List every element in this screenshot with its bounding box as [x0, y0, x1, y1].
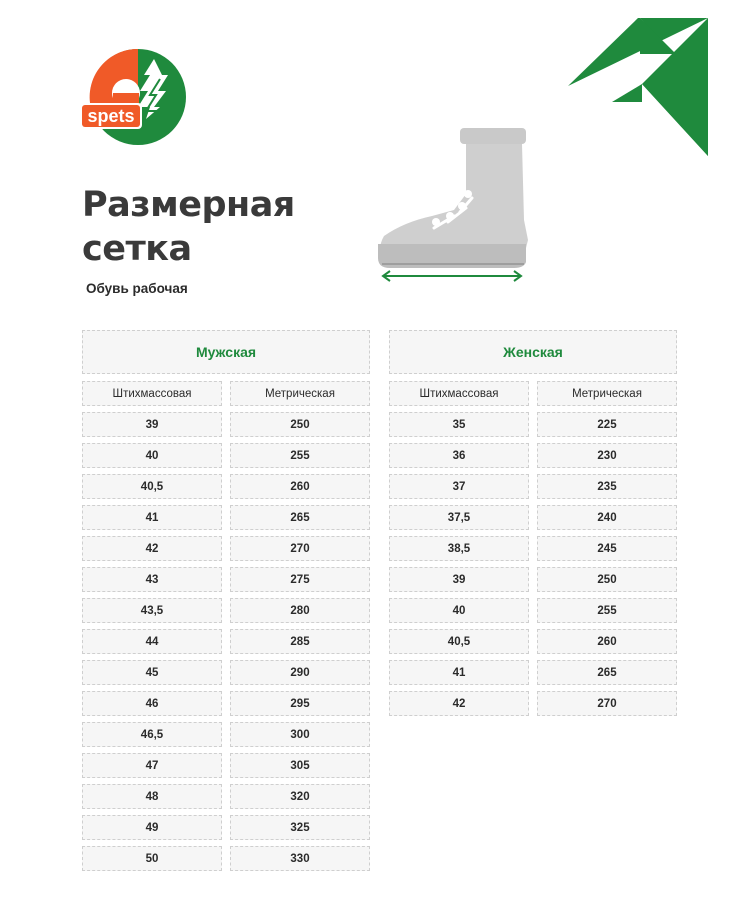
table-row	[389, 505, 677, 530]
size-metric-cell: 255	[537, 598, 677, 623]
women-column-headers	[389, 381, 677, 406]
size-metric-cell: 270	[537, 691, 677, 716]
boot-icon	[374, 124, 530, 284]
women-size-table	[389, 330, 677, 716]
size-shtikh-cell: 40,5	[389, 629, 529, 654]
size-shtikh-cell: 43	[82, 567, 222, 592]
table-row	[389, 598, 677, 623]
table-row	[82, 443, 370, 468]
table-row	[82, 691, 370, 716]
table-row	[82, 536, 370, 561]
page-title	[82, 183, 295, 271]
men-column-headers	[82, 381, 370, 406]
size-shtikh-cell: 43,5	[82, 598, 222, 623]
size-metric-cell: 230	[537, 443, 677, 468]
women-col-shtikh: Штихмассовая	[389, 381, 529, 406]
size-metric-cell: 245	[537, 536, 677, 561]
size-metric-cell: 265	[230, 505, 370, 530]
size-metric-cell: 250	[537, 567, 677, 592]
title-line-2: сетка	[82, 229, 192, 269]
size-metric-cell: 235	[537, 474, 677, 499]
size-shtikh-cell: 36	[389, 443, 529, 468]
size-metric-cell: 280	[230, 598, 370, 623]
size-metric-cell: 300	[230, 722, 370, 747]
size-shtikh-cell: 41	[389, 660, 529, 685]
size-shtikh-cell: 38,5	[389, 536, 529, 561]
size-shtikh-cell: 47	[82, 753, 222, 778]
men-size-table	[82, 330, 370, 871]
table-row	[82, 567, 370, 592]
table-row	[389, 536, 677, 561]
size-metric-cell: 285	[230, 629, 370, 654]
men-heading: Мужская	[82, 330, 370, 374]
size-metric-cell: 255	[230, 443, 370, 468]
size-shtikh-cell: 45	[82, 660, 222, 685]
size-metric-cell: 330	[230, 846, 370, 871]
size-metric-cell: 260	[537, 629, 677, 654]
women-rows	[389, 412, 677, 716]
table-row	[389, 412, 677, 437]
size-shtikh-cell: 41	[82, 505, 222, 530]
size-metric-cell: 290	[230, 660, 370, 685]
size-shtikh-cell: 37	[389, 474, 529, 499]
corner-triangles-decoration	[568, 14, 710, 156]
size-shtikh-cell: 39	[389, 567, 529, 592]
size-shtikh-cell: 49	[82, 815, 222, 840]
size-shtikh-cell: 50	[82, 846, 222, 871]
size-metric-cell: 275	[230, 567, 370, 592]
table-row	[389, 474, 677, 499]
table-row	[82, 474, 370, 499]
table-row	[82, 598, 370, 623]
logo-text: spets	[87, 106, 135, 126]
table-row	[82, 846, 370, 871]
table-row	[389, 660, 677, 685]
table-row	[82, 815, 370, 840]
men-col-shtikh: Штихмассовая	[82, 381, 222, 406]
double-arrow-icon	[383, 271, 521, 281]
table-row	[389, 691, 677, 716]
size-shtikh-cell: 48	[82, 784, 222, 809]
size-metric-cell: 295	[230, 691, 370, 716]
size-metric-cell: 260	[230, 474, 370, 499]
table-row	[389, 629, 677, 654]
size-metric-cell: 305	[230, 753, 370, 778]
size-shtikh-cell: 46	[82, 691, 222, 716]
size-shtikh-cell: 39	[82, 412, 222, 437]
table-row	[82, 722, 370, 747]
size-shtikh-cell: 46,5	[82, 722, 222, 747]
title-line-1: Размерная	[82, 185, 295, 225]
size-metric-cell: 250	[230, 412, 370, 437]
table-row	[82, 660, 370, 685]
women-heading: Женская	[389, 330, 677, 374]
size-metric-cell: 225	[537, 412, 677, 437]
women-col-metric: Метрическая	[537, 381, 677, 406]
size-shtikh-cell: 40,5	[82, 474, 222, 499]
size-shtikh-cell: 42	[82, 536, 222, 561]
size-metric-cell: 240	[537, 505, 677, 530]
men-col-metric: Метрическая	[230, 381, 370, 406]
table-row	[389, 567, 677, 592]
size-shtikh-cell: 40	[389, 598, 529, 623]
size-metric-cell: 320	[230, 784, 370, 809]
size-metric-cell: 325	[230, 815, 370, 840]
size-shtikh-cell: 37,5	[389, 505, 529, 530]
size-metric-cell: 270	[230, 536, 370, 561]
table-row	[82, 629, 370, 654]
size-shtikh-cell: 35	[389, 412, 529, 437]
page-subtitle: Обувь рабочая	[86, 281, 188, 296]
table-row	[389, 443, 677, 468]
size-shtikh-cell: 44	[82, 629, 222, 654]
men-rows	[82, 412, 370, 871]
table-row	[82, 412, 370, 437]
size-shtikh-cell: 42	[389, 691, 529, 716]
table-row	[82, 784, 370, 809]
spets-logo	[80, 45, 196, 149]
table-row	[82, 505, 370, 530]
size-shtikh-cell: 40	[82, 443, 222, 468]
table-row	[82, 753, 370, 778]
size-metric-cell: 265	[537, 660, 677, 685]
